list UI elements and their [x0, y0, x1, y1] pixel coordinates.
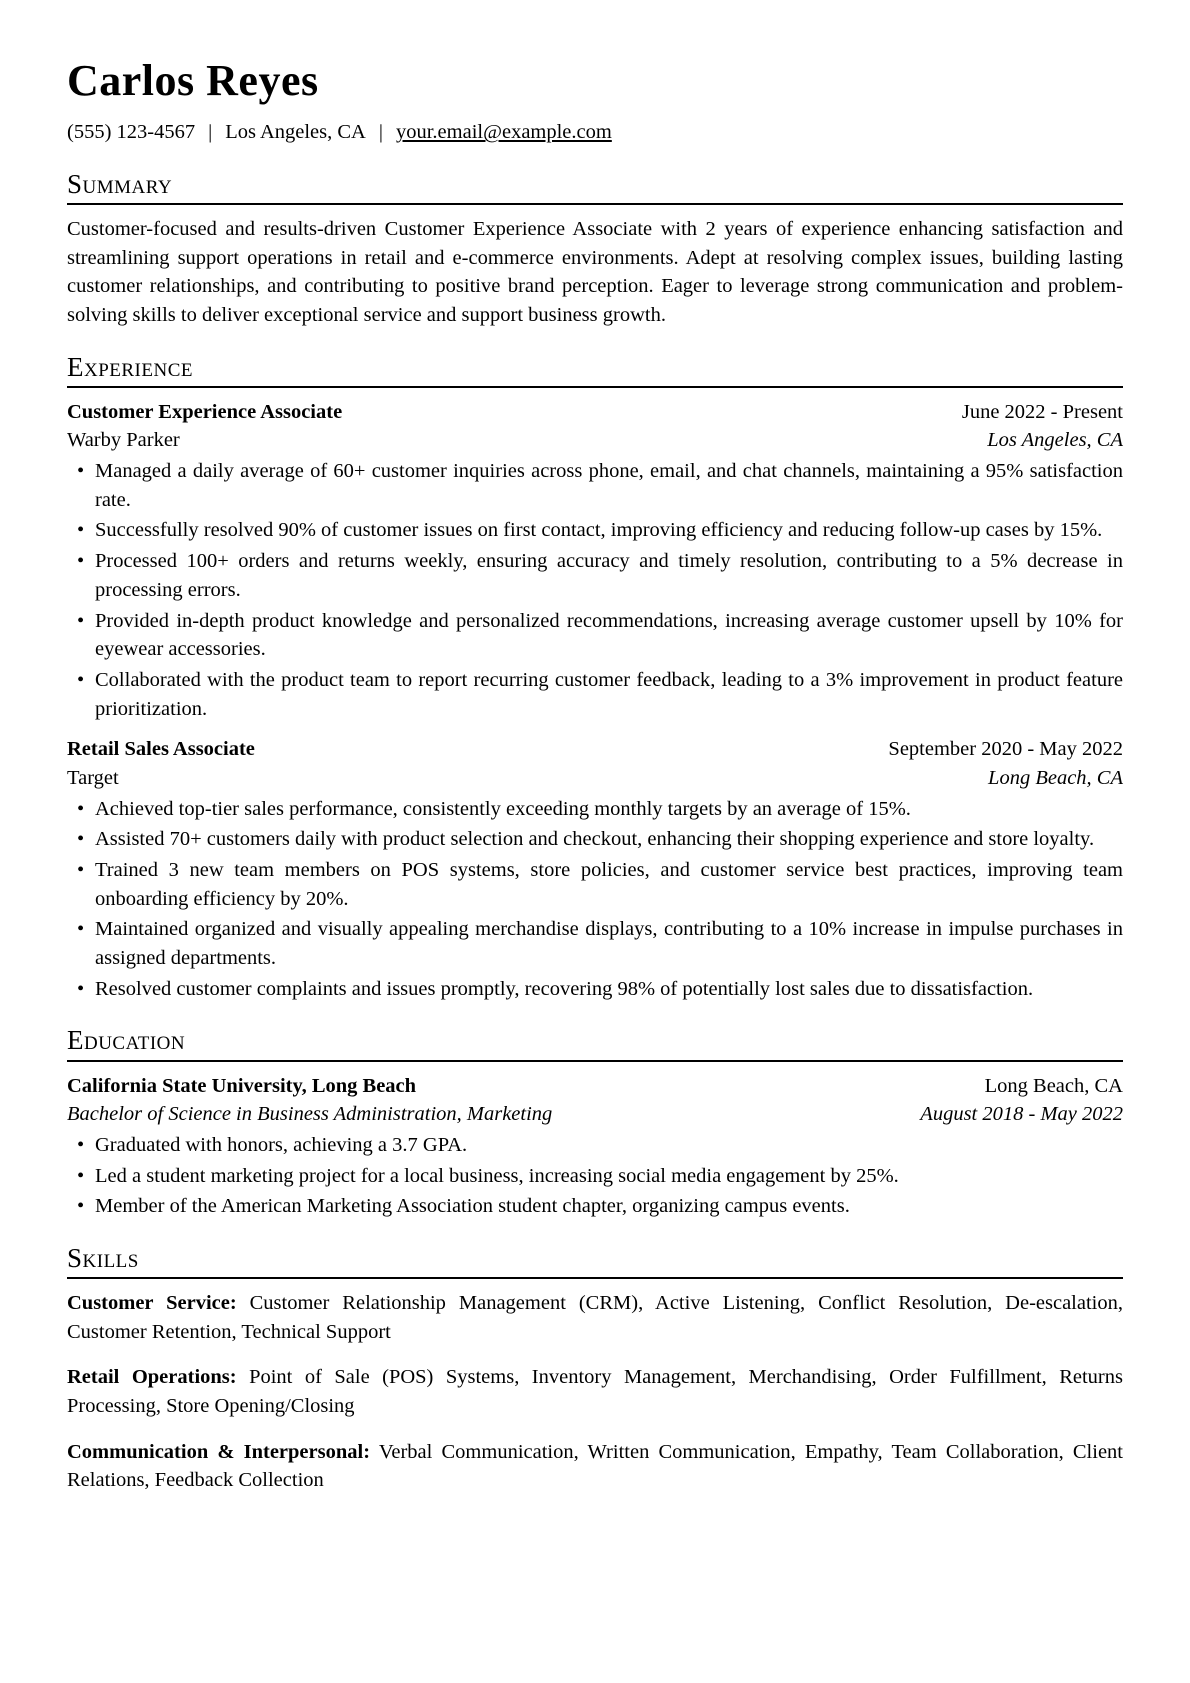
job-bullet: • Assisted 70+ customers daily with product selection and checkout, enhancing their shopping experience and store loyalty. — [95, 825, 1123, 854]
entry-sub-row — [67, 426, 1123, 455]
skill-category-items: Point of Sale (POS) Systems, Inventory Management, Merchandising, Order Fulfillment, Returns Processing, Store Opening/Closing — [67, 1366, 1123, 1418]
skill-category-label: Retail Operations: — [67, 1366, 237, 1389]
entry-header-row — [67, 735, 1123, 764]
experience-entry — [67, 735, 1123, 1003]
job-location: Los Angeles, CA — [987, 429, 1123, 452]
contact-separator: | — [378, 121, 383, 144]
job-title: Retail Sales Associate — [67, 738, 255, 761]
education-dates: August 2018 - May 2022 — [920, 1103, 1123, 1126]
job-location: Long Beach, CA — [988, 766, 1123, 789]
entry-sub-row — [67, 1100, 1123, 1129]
section-title-experience: Experience — [67, 352, 1123, 388]
job-dates: June 2022 - Present — [961, 400, 1123, 423]
school-name: California State University, Long Beach — [67, 1074, 417, 1097]
person-name: Carlos Reyes — [67, 56, 319, 105]
skill-category-label: Customer Service: — [67, 1292, 237, 1314]
entry-header-row — [67, 1072, 1123, 1101]
job-bullet: • Processed 100+ orders and returns weekly, ensuring accuracy and timely resolution, contributing to a 5% decrease in processing errors. — [95, 547, 1123, 604]
contact-line — [67, 118, 1123, 147]
summary-text: Customer-focused and results-driven Customer Experience Associate with 2 years of experience enhancing satisfaction and streamlining support operations in retail and e-commerce environments. Adept at resolving complex issues, building lasting customer relationships, and contributing to positive brand perception. Eager to leverage strong communication and problem-solving skills to deliver exceptional service and support business growth. — [67, 217, 1123, 326]
skill-category-items: Customer Relationship Management (CRM), Active Listening, Conflict Resolution, De-escalation, Customer Retention, Technical Support — [67, 1292, 1123, 1343]
section-title-summary: Summary — [67, 169, 1123, 205]
skill-category-label: Communication & Interpersonal: — [67, 1440, 371, 1463]
job-title: Customer Experience Associate — [67, 400, 343, 423]
job-bullet: • Collaborated with the product team to report recurring customer feedback, leading to a 3% improvement in product feature prioritization. — [95, 666, 1123, 723]
phone-number: (555) 123-4567 — [67, 121, 196, 144]
school-location: Long Beach, CA — [984, 1074, 1123, 1097]
company-name: Warby Parker — [67, 429, 180, 452]
job-dates: September 2020 - May 2022 — [888, 738, 1123, 761]
job-bullet: • Trained 3 new team members on POS systems, store policies, and customer service best practices, improving team onboarding efficiency by 20%. — [95, 856, 1123, 913]
contact-separator: | — [208, 121, 213, 144]
job-bullet-list — [67, 457, 1123, 723]
entry-header-row — [67, 398, 1123, 427]
contact-location: Los Angeles, CA — [225, 121, 366, 144]
degree-name: Bachelor of Science in Business Administration, Marketing — [67, 1103, 553, 1126]
education-entry — [67, 1072, 1123, 1221]
job-bullet: • Successfully resolved 90% of customer issues on first contact, improving efficiency and reducing follow-up cases by 15%. — [95, 516, 1123, 545]
skill-category — [67, 1363, 1123, 1420]
skill-category-items: Verbal Communication, Written Communication, Empathy, Team Collaboration, Client Relations, Feedback Collection — [67, 1440, 1123, 1492]
job-bullet: • Managed a daily average of 60+ customer inquiries across phone, email, and chat channels, maintaining a 95% satisfaction rate. — [95, 457, 1123, 514]
skill-category — [67, 1289, 1123, 1346]
email-link[interactable]: your.email@example.com — [395, 121, 612, 144]
skill-category — [67, 1438, 1123, 1495]
job-bullet: • Resolved customer complaints and issues promptly, recovering 98% of potentially lost sales due to dissatisfaction. — [95, 975, 1123, 1004]
section-title-education: Education — [67, 1025, 1123, 1061]
job-bullet-list — [67, 795, 1123, 1004]
job-bullet: • Provided in-depth product knowledge and personalized recommendations, increasing average customer upsell by 10% for eyewear accessories. — [95, 607, 1123, 664]
education-bullet: • Graduated with honors, achieving a 3.7 GPA. — [95, 1131, 1123, 1160]
entry-sub-row — [67, 764, 1123, 793]
experience-entry — [67, 398, 1123, 724]
job-bullet: • Achieved top-tier sales performance, consistently exceeding monthly targets by an average of 15%. — [95, 795, 1123, 824]
education-bullet: • Member of the American Marketing Association student chapter, organizing campus events. — [95, 1192, 1123, 1221]
education-bullet-list — [67, 1131, 1123, 1221]
company-name: Target — [67, 766, 119, 789]
section-title-skills: Skills — [67, 1243, 1123, 1279]
job-bullet: • Maintained organized and visually appealing merchandise displays, contributing to a 10% increase in impulse purchases in assigned departments. — [95, 915, 1123, 972]
education-bullet: • Led a student marketing project for a local business, increasing social media engagement by 25%. — [95, 1162, 1123, 1191]
